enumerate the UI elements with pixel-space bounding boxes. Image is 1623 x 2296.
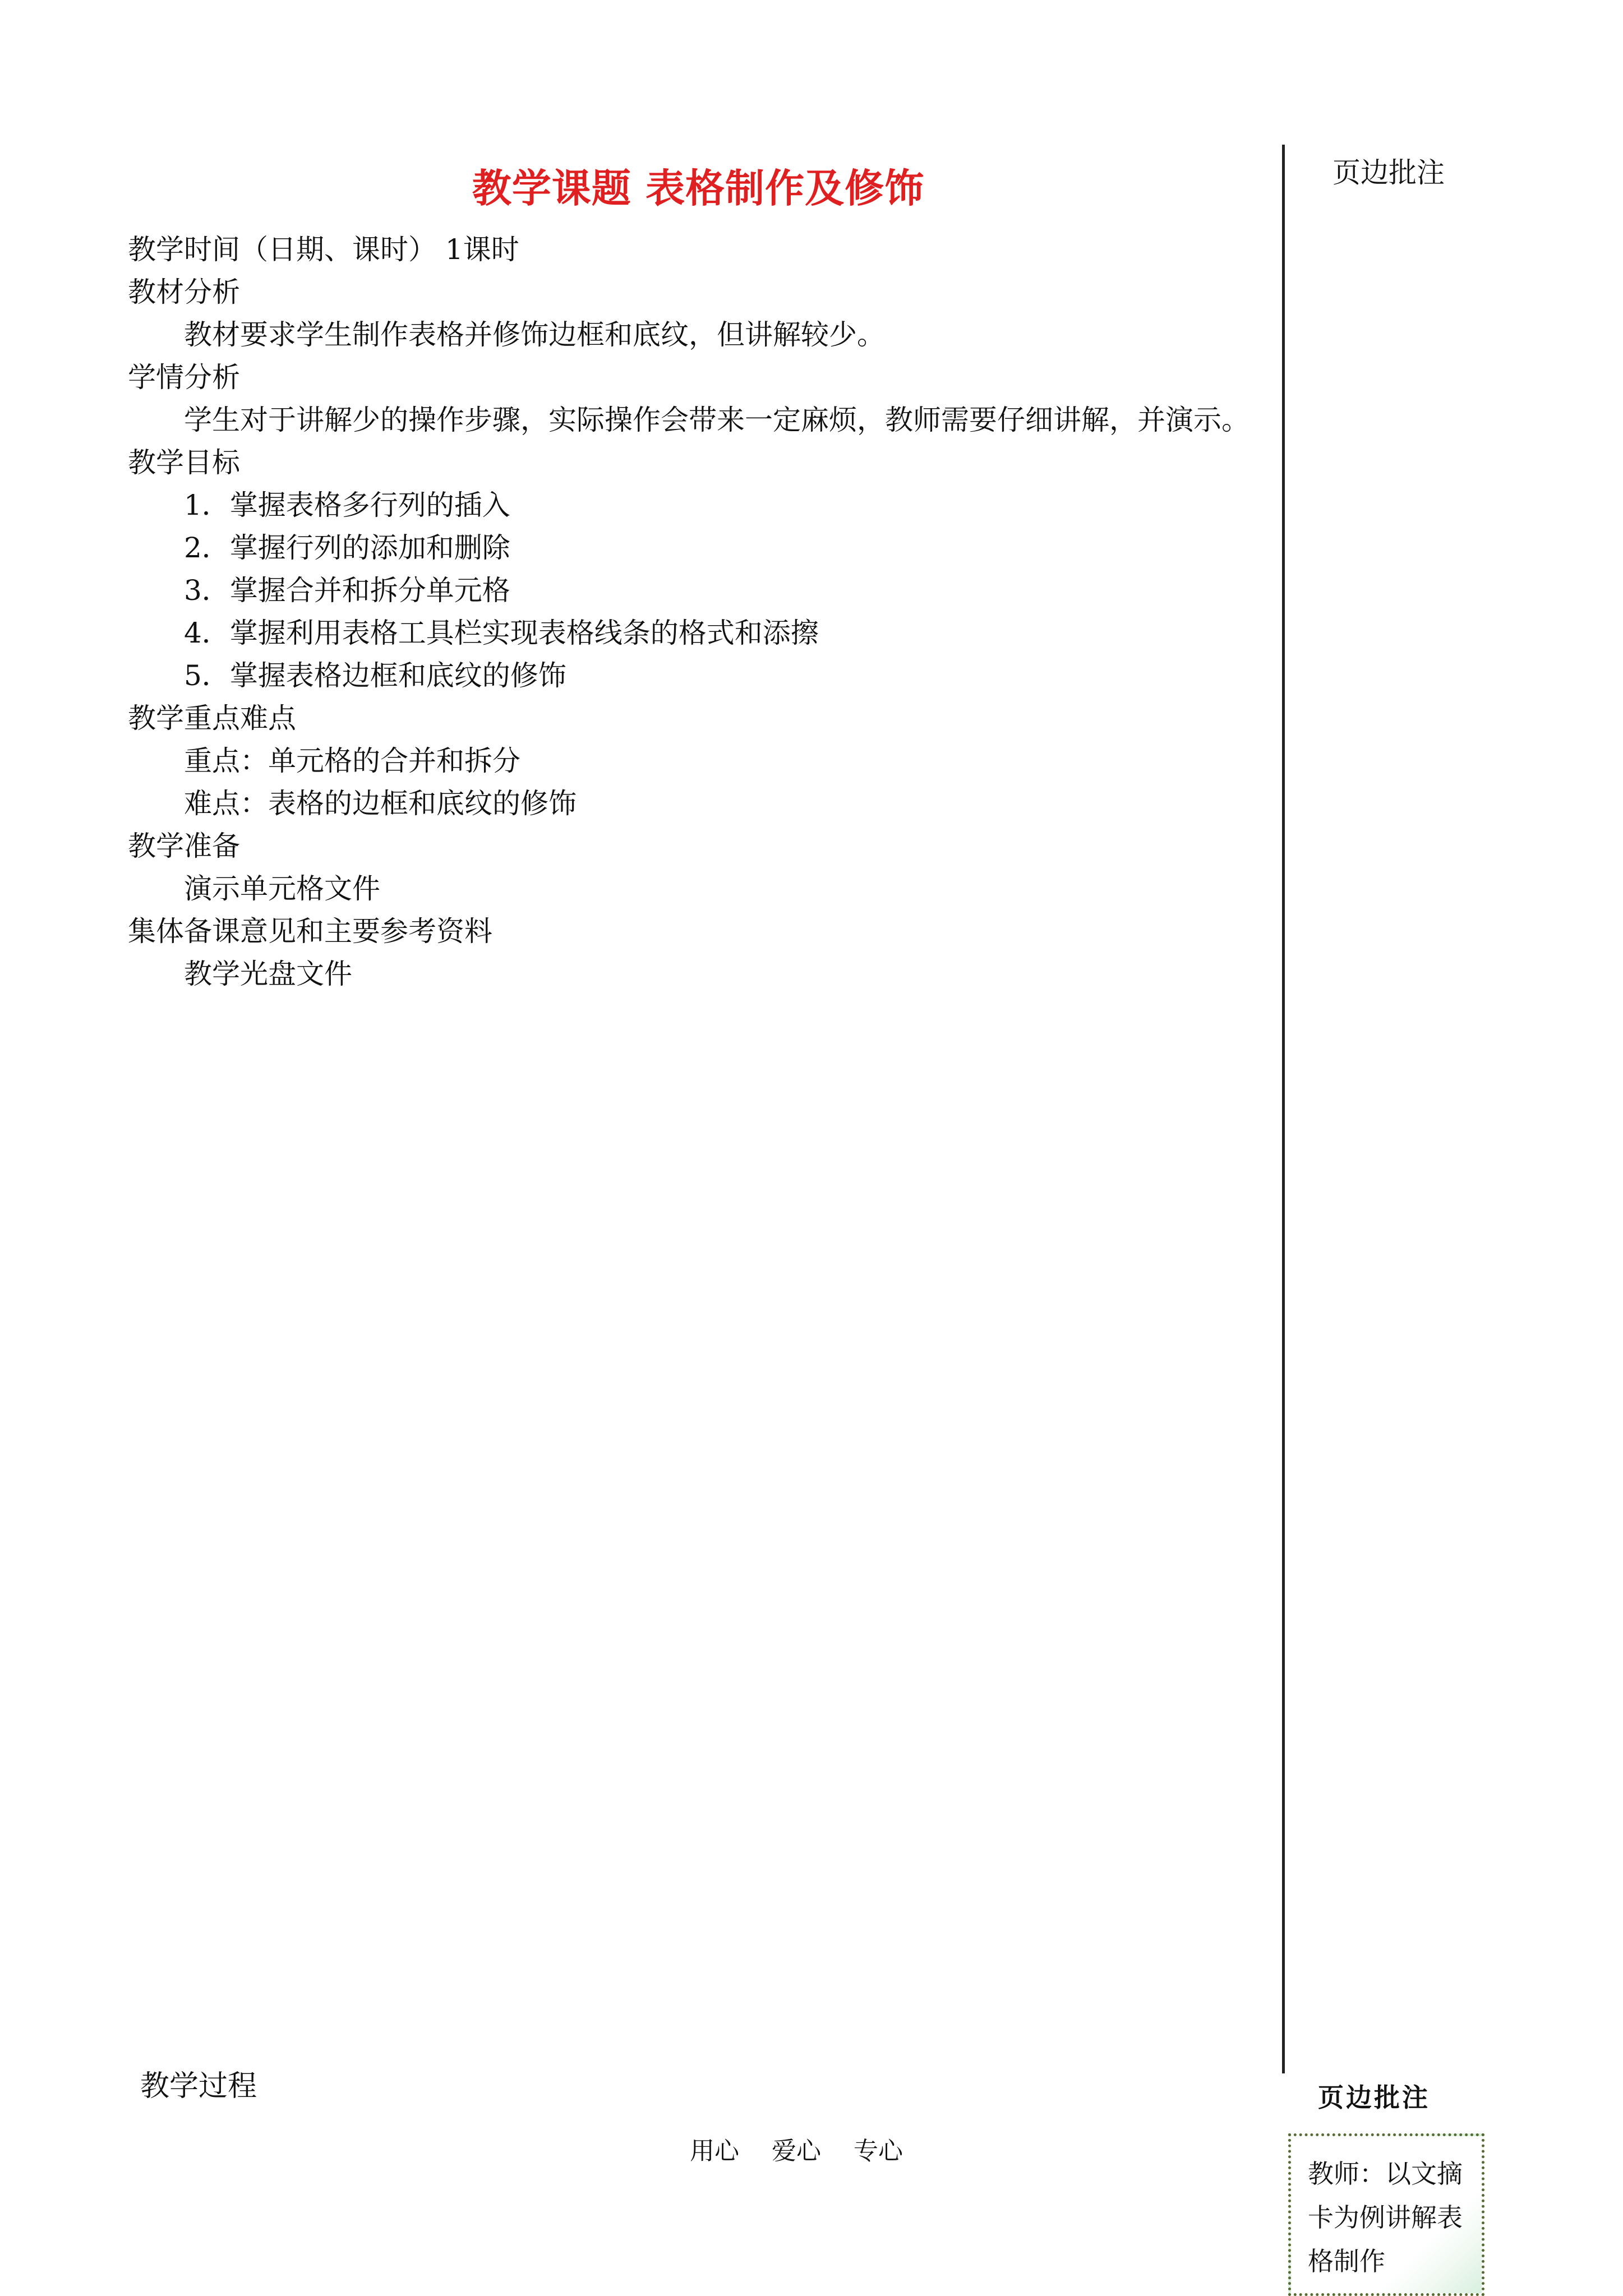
- goals-heading: 教学目标: [128, 446, 240, 479]
- goal-item-3: 3．掌握合并和拆分单元格: [184, 574, 510, 607]
- key-difficult-heading: 教学重点难点: [128, 702, 296, 734]
- teaching-time: 教学时间（日期、课时） 1课时: [128, 233, 519, 266]
- goal-item-1: 1．掌握表格多行列的插入: [184, 489, 510, 521]
- margin-notes-title-bottom: 页边批注: [1318, 2082, 1430, 2113]
- material-analysis-text: 教材要求学生制作表格并修饰边框和底纹，但讲解较少。: [184, 318, 885, 351]
- goal-item-4: 4．掌握利用表格工具栏实现表格线条的格式和添擦: [184, 617, 819, 649]
- preparation-heading: 教学准备: [128, 830, 240, 862]
- page-footer: 用心 爱心 专心: [690, 2137, 903, 2165]
- page-title: 教学课题 表格制作及修饰: [472, 165, 925, 211]
- student-analysis-heading: 学情分析: [128, 361, 240, 394]
- difficult-point: 难点：表格的边框和底纹的修饰: [184, 787, 577, 820]
- margin-note-box: [1288, 2133, 1484, 2296]
- reference-text: 教学光盘文件: [184, 958, 352, 990]
- reference-heading: 集体备课意见和主要参考资料: [128, 915, 492, 948]
- margin-notes-title-top: 页边批注: [1332, 156, 1445, 189]
- margin-divider: [1282, 145, 1285, 2073]
- key-point: 重点：单元格的合并和拆分: [184, 745, 520, 777]
- goal-item-5: 5．掌握表格边框和底纹的修饰: [184, 659, 566, 692]
- material-analysis-heading: 教材分析: [128, 276, 240, 308]
- margin-note-text: 教师：以文摘卡为例讲解表格制作: [1308, 2159, 1463, 2276]
- goal-item-2: 2．掌握行列的添加和删除: [184, 532, 510, 564]
- student-analysis-text: 学生对于讲解少的操作步骤，实际操作会带来一定麻烦，教师需要仔细讲解，并演示。: [184, 404, 1249, 436]
- teaching-process-label: 教学过程: [140, 2069, 257, 2103]
- preparation-text: 演示单元格文件: [184, 872, 380, 905]
